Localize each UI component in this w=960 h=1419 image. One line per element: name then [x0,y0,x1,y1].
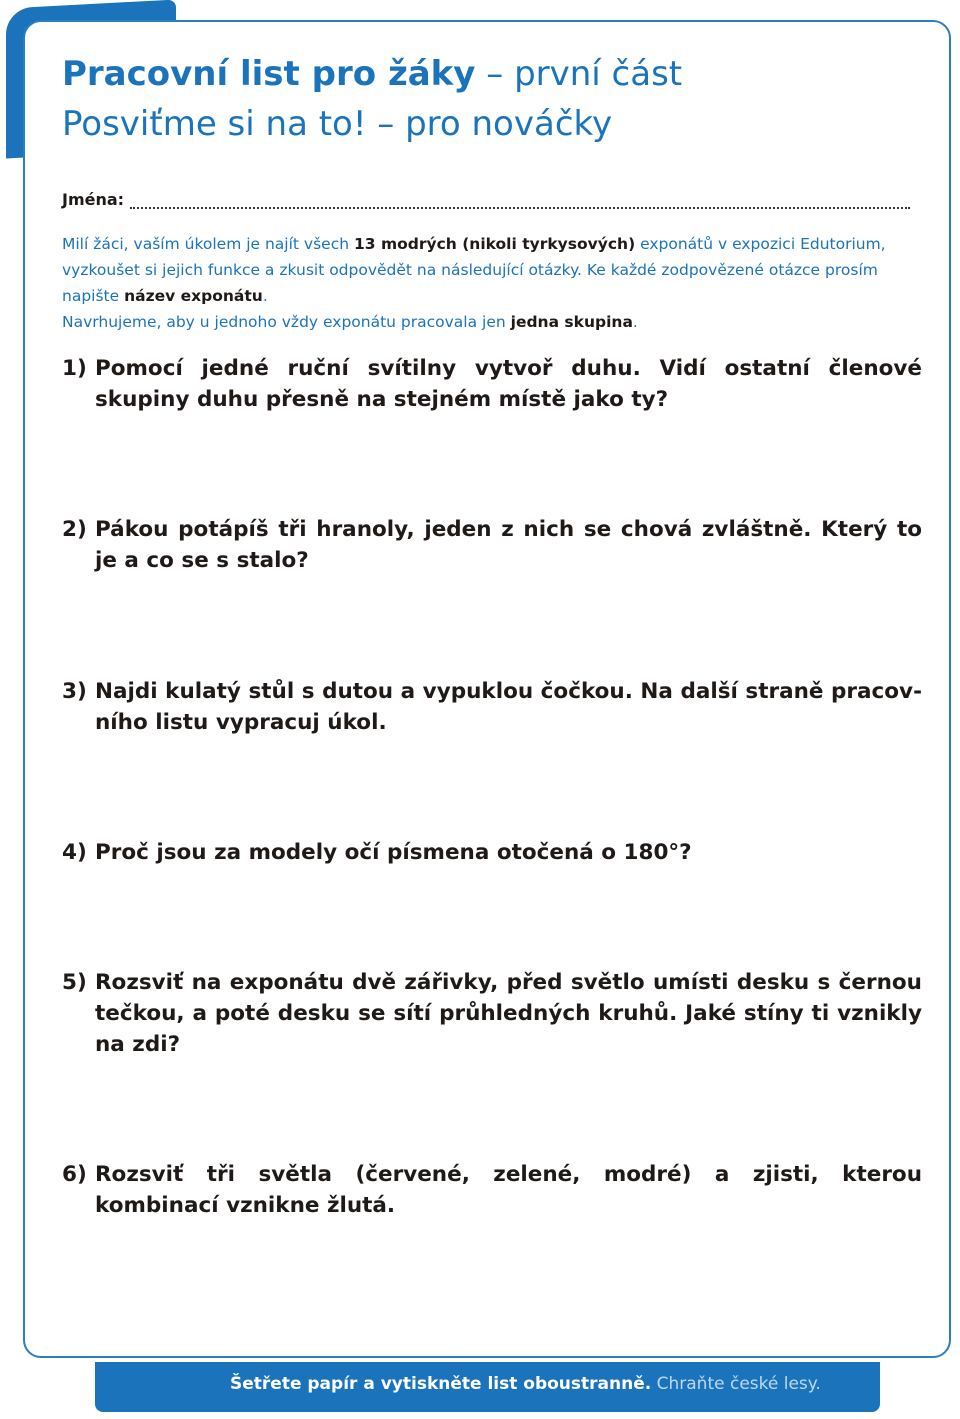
question-text: Pomocí jedné ruční svítilny vytvoř duhu. Vidí ostatní členové skupiny duhu přesně na stejném místě jako ty? [95,356,922,412]
names-label: Jména: [62,190,125,209]
question-number: 4) [62,840,87,865]
question-text: Pákou potápíš tři hranoly, jeden z nich se chová zvláštně. Který to je a co se s stalo? [95,517,922,573]
intro-paragraph-2: Navrhujeme, aby u jednoho vždy exponátu pracovala jen jedna skupina. [62,313,638,331]
page-subtitle: Posviťme si na to! – pro nováčky [62,104,613,144]
question-text: Najdi kulatý stůl s dutou a vypuklou čočkou. Na další straně pracovního listu vypracuj úkol. [95,679,922,735]
question-6 [62,1159,922,1221]
question-number: 5) [62,970,87,995]
question-number: 6) [62,1162,87,1187]
question-text: Proč jsou za modely očí písmena otočená o 180°? [95,840,692,865]
title-rest: – první část [475,54,683,94]
names-field[interactable] [62,190,910,209]
question-4 [62,837,922,868]
footer-banner [95,1362,880,1412]
intro-text [62,231,918,335]
title-bold: Pracovní list pro žáky [62,54,476,94]
page-title [62,52,682,96]
footer-text: Šetřete papír a vytiskněte list oboustranně. Chraňte české lesy. [230,1374,821,1394]
question-number: 1) [62,356,87,381]
question-2 [62,514,922,576]
question-5 [62,967,922,1060]
intro-paragraph-1: Milí žáci, vaším úkolem je najít všech 13 modrých (nikoli tyrkysových) exponátů v expozici Edutorium, vyzkoušet si jejich funkce a zkusit odpovědět na následující otázky. Ke každé zodpovězené otázce prosím napište název exponátu. [62,235,886,305]
question-1 [62,353,922,415]
names-dotted-line[interactable] [130,193,910,209]
question-text: Rozsviť tři světla (červené, zelené, modré) a zjisti, kterou kombinací vznikne žlutá. [95,1162,922,1218]
question-number: 2) [62,517,87,542]
question-text: Rozsviť na exponátu dvě zářivky, před světlo umísti desku s černou tečkou, a poté desku se sítí průhledných kruhů. Jaké stíny ti vznikly na zdi? [95,970,922,1057]
question-number: 3) [62,679,87,704]
question-3 [62,676,922,738]
